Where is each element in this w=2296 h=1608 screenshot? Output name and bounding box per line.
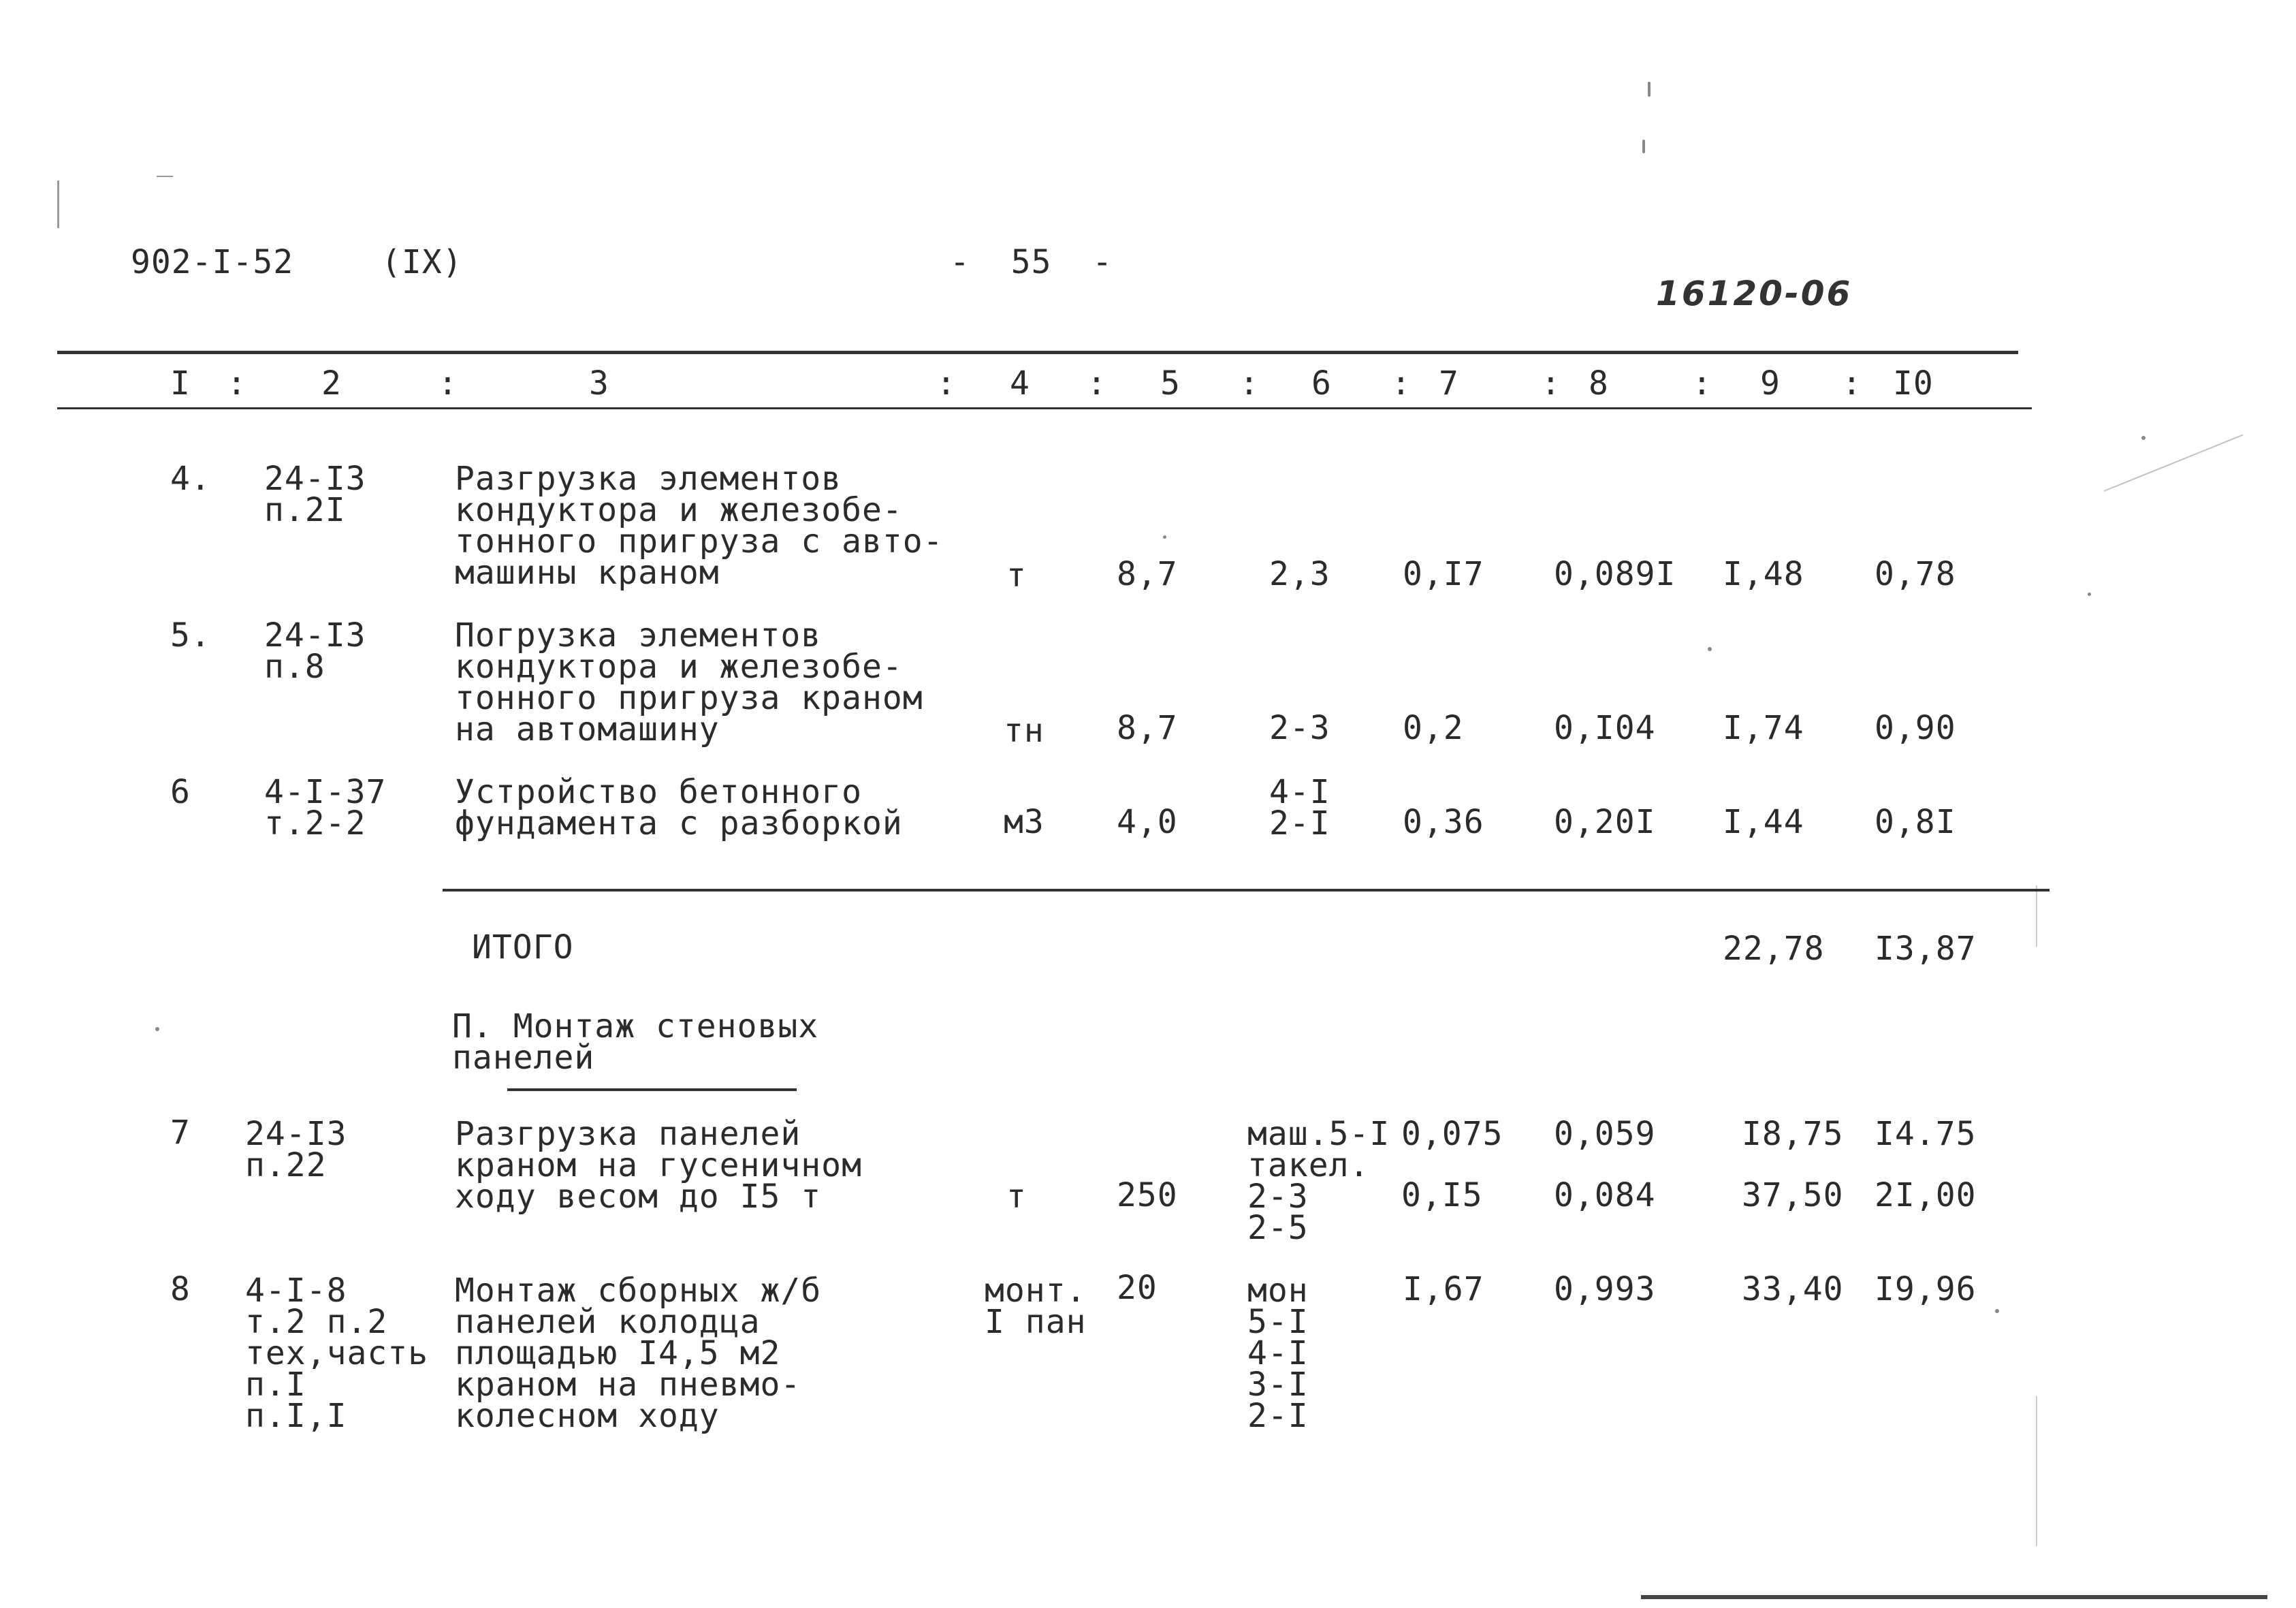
row-grade: 2,3: [1269, 555, 1330, 593]
col-header-3: 3: [589, 364, 609, 403]
col-header-4: 4: [1010, 364, 1030, 403]
col-header-8: 8: [1589, 364, 1609, 403]
scan-speck: [1708, 647, 1712, 651]
row-grade: 2-3 2-5: [1247, 1178, 1309, 1247]
row-col9: 37,50: [1742, 1176, 1844, 1214]
row-grade: 2-3: [1269, 709, 1330, 747]
row-grade: мон 5-I 4-I 3-I 2-I: [1247, 1272, 1309, 1435]
row-col10: I4.75: [1875, 1115, 1977, 1153]
scan-speck: [1163, 535, 1166, 539]
row-quantity: 20: [1117, 1269, 1158, 1307]
row-col9: I,44: [1723, 803, 1804, 841]
row-grade: маш.5-I такел.: [1247, 1115, 1390, 1184]
col-header-1: I: [170, 364, 191, 403]
page-number: - 55 -: [950, 243, 1113, 281]
row-col8: 0,084: [1554, 1176, 1656, 1214]
row-col10: 0,90: [1875, 709, 1956, 747]
row-quantity: 4,0: [1117, 803, 1178, 841]
row-quantity: 250: [1117, 1176, 1178, 1214]
row-col7: 0,36: [1403, 803, 1484, 841]
col-separator: :: [227, 364, 247, 403]
table-header-rule: [57, 407, 2032, 409]
row-number: 5.: [170, 616, 211, 655]
row-col7: 0,075: [1401, 1115, 1503, 1153]
document-code: 902-I-52: [131, 243, 294, 281]
row-col8: 0,089I: [1554, 555, 1676, 593]
col-separator: :: [1541, 364, 1561, 403]
row-col10: 2I,00: [1875, 1176, 1977, 1214]
section-heading-underline: [507, 1088, 797, 1091]
scan-bottom-edge: [1641, 1595, 2267, 1599]
row-number: 6: [170, 773, 191, 811]
col-header-7: 7: [1439, 364, 1459, 403]
scan-edge-mark: [2104, 435, 2244, 492]
scan-speck: [2088, 593, 2091, 596]
col-header-5: 5: [1160, 364, 1181, 403]
row-col7: 0,2: [1403, 709, 1464, 747]
col-separator: :: [1087, 364, 1107, 403]
row-number: 4.: [170, 460, 211, 498]
row-col10: 0,78: [1875, 555, 1956, 593]
row-unit: м3: [1004, 803, 1045, 841]
col-header-10: I0: [1893, 364, 1934, 403]
row-col7: I,67: [1403, 1270, 1484, 1308]
row-reference: 24-I3 п.22: [245, 1115, 347, 1184]
row-reference: 24-I3 п.2I: [264, 460, 366, 529]
row-number: 7: [170, 1114, 191, 1152]
scan-edge-mark: [2036, 885, 2037, 947]
row-col10: I9,96: [1875, 1270, 1977, 1308]
subtotal-rule: [443, 889, 2050, 892]
col-header-2: 2: [321, 364, 342, 403]
total-label: ИТОГО: [472, 928, 574, 966]
row-description: Разгрузка элементов кондуктора и железобе- тонного пригруза с авто- машины краном: [455, 460, 944, 592]
total-col9: 22,78: [1723, 930, 1825, 968]
row-unit: т: [1006, 1178, 1027, 1216]
scan-speck: [1995, 1309, 1999, 1313]
col-separator: :: [1391, 364, 1412, 403]
row-description: Погрузка элементов кондуктора и железобе- тонного пригруза краном на автомашину: [455, 616, 923, 748]
row-col8: 0,993: [1554, 1270, 1656, 1308]
row-grade: 4-I 2-I: [1269, 773, 1330, 842]
row-description: Устройство бетонного фундамента с разборкой: [455, 773, 903, 842]
row-col9: I8,75: [1742, 1115, 1844, 1153]
total-col10: I3,87: [1875, 930, 1977, 968]
scan-speck: [155, 1027, 159, 1031]
scan-margin-mark: [57, 180, 59, 228]
row-col8: 0,059: [1554, 1115, 1656, 1153]
row-number: 8: [170, 1270, 191, 1308]
row-col9: I,74: [1723, 709, 1804, 747]
col-separator: :: [438, 364, 458, 403]
col-header-9: 9: [1760, 364, 1781, 403]
row-quantity: 8,7: [1117, 709, 1178, 747]
col-header-6: 6: [1311, 364, 1332, 403]
col-separator: :: [936, 364, 957, 403]
scan-speck: [1648, 82, 1651, 97]
col-separator: :: [1842, 364, 1862, 403]
row-col8: 0,I04: [1554, 709, 1656, 747]
section-label: (IX): [381, 243, 463, 281]
scan-margin-mark: [157, 176, 173, 177]
row-reference: 24-I3 п.8: [264, 616, 366, 686]
scan-speck: [1642, 140, 1645, 153]
row-col10: 0,8I: [1875, 803, 1956, 841]
scan-edge-mark: [2036, 1396, 2037, 1546]
row-description: Монтаж сборных ж/б панелей колодца площадью I4,5 м2 краном на пневмо- колесном ходу: [455, 1272, 822, 1435]
row-col7: 0,I5: [1401, 1176, 1483, 1214]
row-quantity: 8,7: [1117, 555, 1178, 593]
row-unit: монт. I пан: [985, 1272, 1087, 1341]
handwritten-number: 16120-06: [1656, 274, 1853, 313]
row-description: Разгрузка панелей краном на гусеничном ходу весом до I5 т: [455, 1115, 862, 1216]
row-reference: 4-I-8 т.2 п.2 тех,часть п.I п.I,I: [245, 1272, 429, 1435]
col-separator: :: [1239, 364, 1260, 403]
section-heading: П. Монтаж стеновых панелей: [452, 1007, 819, 1077]
row-unit: тн: [1004, 712, 1045, 750]
row-col9: I,48: [1723, 555, 1804, 593]
table-top-rule: [57, 351, 2018, 354]
row-col7: 0,I7: [1403, 555, 1484, 593]
row-reference: 4-I-37 т.2-2: [264, 773, 387, 842]
scan-speck: [2141, 436, 2146, 440]
row-col9: 33,40: [1742, 1270, 1844, 1308]
row-unit: т: [1006, 556, 1027, 595]
col-separator: :: [1692, 364, 1712, 403]
row-col8: 0,20I: [1554, 803, 1656, 841]
